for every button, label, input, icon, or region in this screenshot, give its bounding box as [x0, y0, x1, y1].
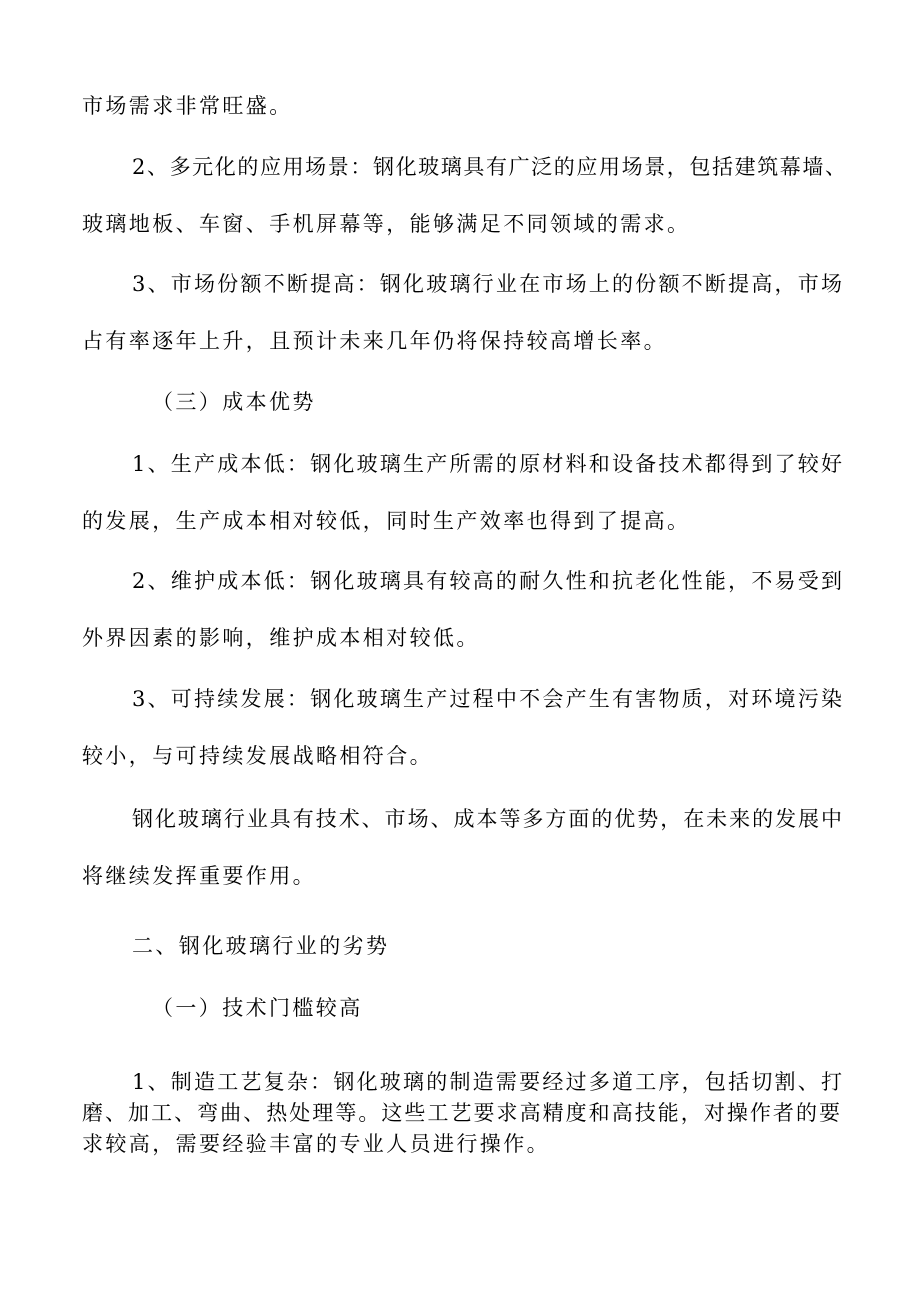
paragraph-line: 占有率逐年上升，且预计未来几年仍将保持较高增长率。 — [82, 329, 667, 353]
paragraph-line: 2、维护成本低：钢化玻璃具有较高的耐久性和抗老化性能，不易受到 — [132, 569, 842, 593]
paragraph-line: 外界因素的影响，维护成本相对较低。 — [82, 626, 480, 650]
paragraph-line: 市场需求非常旺盛。 — [82, 94, 293, 118]
paragraph-line: 将继续发挥重要作用。 — [82, 864, 316, 888]
paragraph-line: 1、生产成本低：钢化玻璃生产所需的原材料和设备技术都得到了较好 — [132, 452, 842, 476]
paragraph-line: 1、制造工艺复杂：钢化玻璃的制造需要经过多道工序，包括切割、打 — [132, 1070, 842, 1094]
section-heading: （一）技术门槛较高 — [152, 996, 363, 1020]
paragraph-line: 的发展，生产成本相对较低，同时生产效率也得到了提高。 — [82, 509, 691, 533]
paragraph-line: 钢化玻璃行业具有技术、市场、成本等多方面的优势，在未来的发展中 — [132, 807, 842, 831]
paragraph-line: 较小，与可持续发展战略相符合。 — [82, 744, 433, 768]
paragraph-line: 玻璃地板、车窗、手机屏幕等，能够满足不同领域的需求。 — [82, 212, 691, 236]
chapter-heading: 二、钢化玻璃行业的劣势 — [132, 934, 390, 958]
paragraph-line: 磨、加工、弯曲、热处理等。这些工艺要求高精度和高技能，对操作者的要 — [82, 1101, 840, 1125]
paragraph-line: 求较高，需要经验丰富的专业人员进行操作。 — [82, 1132, 550, 1156]
section-heading: （三）成本优势 — [152, 390, 316, 414]
paragraph-line: 3、可持续发展：钢化玻璃生产过程中不会产生有害物质，对环境污染 — [132, 687, 842, 711]
paragraph-line: 2、多元化的应用场景：钢化玻璃具有广泛的应用场景，包括建筑幕墙、 — [132, 155, 846, 179]
paragraph-line: 3、市场份额不断提高：钢化玻璃行业在市场上的份额不断提高，市场 — [132, 272, 842, 296]
